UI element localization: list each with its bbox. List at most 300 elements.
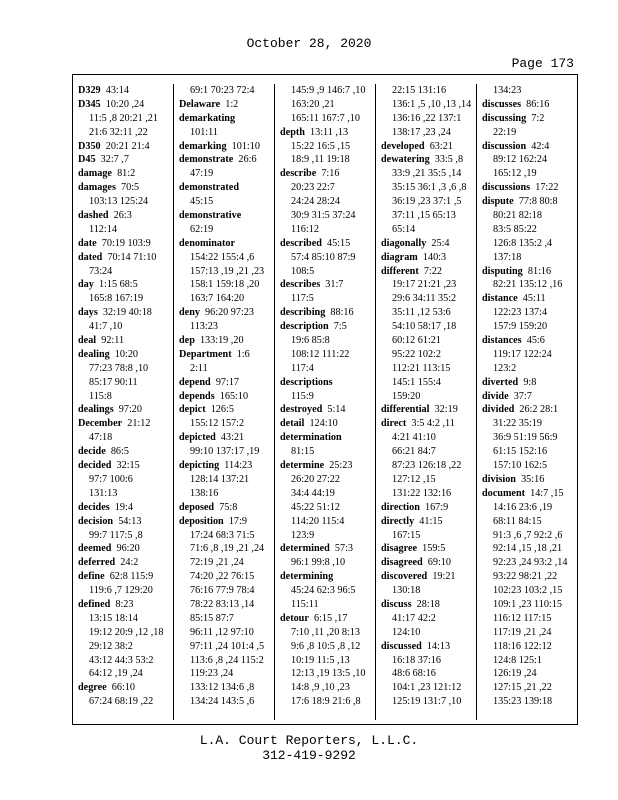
index-term: dated — [78, 251, 103, 263]
index-entry-continuation: 163:20 ,21 — [291, 98, 335, 110]
index-entry — [179, 515, 274, 529]
index-references: 25:4 — [426, 237, 450, 249]
index-entry — [280, 570, 375, 584]
index-column-1 — [73, 84, 174, 720]
index-entry — [78, 140, 173, 154]
transcript-date: October 28, 2020 — [246, 36, 372, 51]
index-entry-continuation: 10:19 11:5 ,13 — [291, 654, 350, 666]
index-entry — [381, 501, 476, 515]
index-entry — [78, 542, 173, 556]
index-references: 43:21 — [215, 432, 245, 444]
index-entry — [381, 237, 476, 251]
index-entry-continuation: 22:19 — [493, 126, 517, 138]
index-entry — [78, 570, 173, 584]
index-entry — [381, 265, 476, 279]
index-entry-continuation: 101:11 — [190, 126, 218, 138]
index-entry — [280, 403, 375, 417]
index-references: 43:14 — [100, 85, 129, 96]
index-term: deposed — [179, 501, 215, 513]
index-term: deny — [179, 307, 200, 319]
index-entry-continuation: 41:7 ,10 — [89, 321, 123, 333]
index-references: 101:10 — [226, 140, 260, 152]
index-entry — [280, 612, 375, 626]
index-entry-continuation: 17:6 18:9 21:6 ,8 — [291, 696, 361, 708]
index-entry-continuation: 91:3 ,6 ,7 92:2 ,6 — [493, 529, 563, 541]
index-entry — [482, 487, 577, 501]
index-entry — [179, 98, 274, 112]
index-entry — [482, 376, 577, 390]
index-references: 62:8 115:9 — [104, 571, 154, 583]
index-entry — [381, 570, 476, 584]
index-term: D329 — [78, 85, 101, 96]
index-entry-continuation: 66:21 84:7 — [392, 446, 436, 458]
index-references: 35:16 — [515, 473, 545, 485]
index-references: 70:19 103:9 — [96, 237, 151, 249]
index-entry-continuation: 135:23 139:18 — [493, 696, 553, 708]
index-entry-continuation: 92:14 ,15 ,18 ,21 — [493, 543, 563, 555]
index-entry-continuation: 104:1 ,23 121:12 — [392, 682, 462, 694]
index-entry-continuation: 113:23 — [190, 321, 218, 333]
index-entry — [179, 181, 274, 195]
index-entry-continuation: 65:14 — [392, 223, 416, 235]
index-term: describes — [280, 279, 321, 291]
index-entry — [179, 390, 274, 404]
index-entry-continuation: 47:19 — [190, 168, 214, 180]
index-entry-continuation: 61:15 152:16 — [493, 446, 548, 458]
index-entry-continuation: 57:4 85:10 87:9 — [291, 251, 356, 263]
index-term: degree — [78, 682, 107, 694]
index-term: deal — [78, 335, 97, 347]
index-term: detour — [280, 612, 309, 624]
index-entry — [179, 209, 274, 223]
index-entry-continuation: 19:12 20:9 ,12 ,18 — [89, 626, 164, 638]
index-term: December — [78, 418, 123, 430]
index-entry — [78, 556, 173, 570]
index-entry — [78, 681, 173, 695]
index-entry-continuation: 67:24 68:19 ,22 — [89, 696, 154, 708]
index-entry-continuation: 112:21 113:15 — [392, 362, 451, 374]
index-entry-continuation: 117:5 — [291, 293, 314, 305]
index-entry — [179, 153, 274, 167]
index-entry-continuation: 117:4 — [291, 362, 314, 374]
index-entry — [179, 112, 274, 126]
index-entry — [78, 348, 173, 362]
index-entry-continuation: 126:19 ,24 — [493, 668, 537, 680]
index-term: depict — [179, 404, 206, 416]
index-term: demonstrated — [179, 182, 239, 194]
index-term: dealing — [78, 348, 110, 360]
index-entry — [78, 501, 173, 515]
index-entry-continuation: 29:12 38:2 — [89, 640, 133, 652]
index-entry-continuation: 7:10 ,11 ,20 8:13 — [291, 626, 360, 638]
index-references: 3:5 4:2 ,11 — [406, 418, 455, 430]
index-entry-continuation: 31:22 35:19 — [493, 418, 542, 430]
index-entry-continuation: 159:20 — [392, 390, 421, 402]
index-references: 17:22 — [530, 182, 559, 194]
page-number: Page 173 — [511, 56, 574, 71]
index-entry — [78, 237, 173, 251]
index-entry-continuation: 68:11 84:15 — [493, 515, 542, 527]
index-term: discusses — [482, 98, 522, 110]
index-term: describing — [280, 307, 326, 319]
index-entry — [482, 292, 577, 306]
index-entry-continuation: 124:10 — [392, 626, 421, 638]
index-entry-continuation: 33:9 ,21 35:5 ,14 — [392, 168, 462, 180]
index-term: demarking — [179, 140, 227, 152]
index-entry-continuation: 15:22 16:5 ,15 — [291, 140, 351, 152]
index-entry-continuation: 78:22 83:13 ,14 — [190, 598, 255, 610]
index-references: 77:8 80:8 — [513, 196, 558, 208]
index-entry — [78, 306, 173, 320]
index-references: 88:16 — [325, 307, 354, 319]
index-term: denominator — [179, 237, 236, 249]
index-references: 32:19 — [429, 404, 458, 416]
index-references: 28:18 — [411, 598, 440, 610]
index-references: 96:20 97:23 — [199, 307, 255, 319]
index-term: determined — [280, 543, 330, 555]
index-entry-continuation: 108:5 — [291, 265, 315, 277]
index-entry-continuation: 133:12 134:6 ,8 — [190, 682, 255, 694]
index-references: 69:10 — [422, 557, 452, 569]
index-entry — [482, 473, 577, 487]
index-term: day — [78, 279, 94, 291]
index-term: damage — [78, 168, 112, 180]
index-term: descriptions — [280, 376, 333, 388]
index-references: 42:4 — [526, 140, 550, 152]
index-entry-continuation: 21:6 32:11 ,22 — [89, 126, 148, 138]
index-entry — [78, 334, 173, 348]
index-entry — [482, 140, 577, 154]
index-entry — [482, 390, 577, 404]
index-entry — [482, 334, 577, 348]
index-term: demonstrative — [179, 210, 242, 222]
index-term: damages — [78, 182, 116, 194]
index-entry-continuation: 167:15 — [392, 529, 421, 541]
index-entry-continuation: 41:17 42:2 — [392, 612, 436, 624]
index-entry — [482, 112, 577, 126]
footer-phone: 312-419-9292 — [262, 748, 356, 763]
index-entry — [280, 320, 375, 334]
index-entry-continuation: 54:10 58:17 ,18 — [392, 321, 457, 333]
index-term: described — [280, 237, 322, 249]
index-references: 9:8 — [518, 376, 537, 388]
index-entry-continuation: 136:16 ,22 137:1 — [392, 112, 462, 124]
index-entry — [280, 306, 375, 320]
index-term: direct — [381, 418, 407, 430]
index-references: 7:16 — [316, 168, 340, 180]
index-entry-continuation: 157:9 159:20 — [493, 321, 548, 333]
index-entry — [78, 251, 173, 265]
index-entry-continuation: 74:20 ,22 76:15 — [190, 571, 255, 583]
index-entry-continuation: 82:21 135:12 ,16 — [493, 279, 563, 291]
index-entry-continuation: 45:24 62:3 96:5 — [291, 585, 356, 597]
index-entry — [381, 542, 476, 556]
index-term: discussed — [381, 640, 422, 652]
index-entry — [381, 153, 476, 167]
index-references: 133:19 ,20 — [194, 335, 244, 347]
index-entry-continuation: 157:10 162:5 — [493, 460, 548, 472]
index-term: depth — [280, 126, 305, 138]
index-entry-continuation: 118:16 122:12 — [493, 640, 552, 652]
index-term: date — [78, 237, 97, 249]
index-term: decision — [78, 515, 114, 527]
index-entry — [179, 403, 274, 417]
index-entry — [280, 167, 375, 181]
index-references: 97:20 — [113, 404, 142, 416]
index-entry-continuation: 36:9 51:19 56:9 — [493, 432, 558, 444]
index-entry-continuation: 112:14 — [89, 223, 117, 235]
index-entry-continuation: 119:23 ,24 — [190, 668, 234, 680]
index-references: 45:15 — [321, 237, 351, 249]
index-term: division — [482, 473, 516, 485]
index-entry-continuation: 47:18 — [89, 432, 113, 444]
index-references: 165:10 — [214, 390, 249, 402]
index-entry-continuation: 45:22 51:12 — [291, 501, 340, 513]
index-references: 10:20 ,24 — [100, 98, 145, 110]
index-term: dep — [179, 335, 195, 347]
index-references: 126:5 — [205, 404, 234, 416]
index-entry-continuation: 14:8 ,9 ,10 ,23 — [291, 682, 350, 694]
index-entry-continuation: 60:12 61:21 — [392, 335, 441, 347]
index-entry-continuation: 119:17 122:24 — [493, 348, 552, 360]
index-column-5 — [477, 84, 577, 720]
index-references: 13:11 ,13 — [304, 126, 349, 138]
index-term: deferred — [78, 557, 116, 569]
index-entry — [78, 403, 173, 417]
index-references: 86:16 — [521, 98, 550, 110]
index-references: 97:17 — [210, 376, 240, 388]
index-references: 32:15 — [111, 460, 140, 472]
index-entry-continuation: 76:16 77:9 78:4 — [190, 585, 255, 597]
index-term: decide — [78, 446, 106, 458]
index-term: directly — [381, 515, 415, 527]
index-entry — [179, 140, 274, 154]
index-entry — [381, 251, 476, 265]
index-references: 25:23 — [324, 460, 353, 472]
index-references: 124:10 — [304, 418, 338, 430]
index-entry-continuation: 155:12 157:2 — [190, 418, 245, 430]
index-term: discovered — [381, 571, 428, 583]
index-term: demarkating — [179, 112, 236, 124]
index-entry — [179, 334, 274, 348]
index-entry — [78, 181, 173, 195]
index-entry-continuation: 97:7 100:6 — [89, 473, 133, 485]
index-entry-continuation: 103:13 125:24 — [89, 196, 149, 208]
index-term: days — [78, 307, 98, 319]
index-references: 21:12 — [122, 418, 151, 430]
index-references: 8:23 — [110, 598, 134, 610]
index-entry-continuation: 113:6 ,8 ,24 115:2 — [190, 654, 264, 666]
index-entry — [482, 265, 577, 279]
index-entry-continuation: 158:1 159:18 ,20 — [190, 279, 260, 291]
index-references: 96:20 — [111, 543, 140, 555]
index-entry — [179, 431, 274, 445]
index-entry-continuation: 124:8 125:1 — [493, 654, 542, 666]
index-references: 7:5 — [328, 321, 347, 333]
index-entry-continuation: 12:13 ,19 13:5 ,10 — [291, 668, 366, 680]
index-references: 7:2 — [526, 112, 545, 124]
index-references: 45:11 — [517, 293, 546, 305]
index-entry — [381, 140, 476, 154]
index-entry-continuation: 136:1 ,5 ,10 ,13 ,14 — [392, 98, 472, 110]
index-entry-continuation: 131:13 — [89, 487, 118, 499]
index-references: 70:14 71:10 — [102, 251, 157, 263]
index-entry — [179, 348, 274, 362]
index-entry-continuation: 163:7 164:20 — [190, 293, 245, 305]
index-references: 6:15 ,17 — [308, 612, 348, 624]
index-term: define — [78, 571, 105, 583]
index-entry-continuation: 123:9 — [291, 529, 315, 541]
index-entry-continuation: 87:23 126:18 ,22 — [392, 460, 462, 472]
index-entry-continuation: 126:8 135:2 ,4 — [493, 237, 553, 249]
index-entry-continuation: 96:11 ,12 97:10 — [190, 626, 254, 638]
index-references: 57:3 — [329, 543, 354, 555]
index-term: D45 — [78, 154, 96, 166]
index-term: depicting — [179, 460, 220, 472]
index-term: description — [280, 321, 329, 333]
index-references: 14:7 ,15 — [525, 487, 564, 499]
index-term: distance — [482, 293, 518, 305]
index-term: distances — [482, 335, 522, 347]
index-entry-continuation: 29:6 34:11 35:2 — [392, 293, 457, 305]
index-references: 75:8 — [214, 501, 238, 513]
index-entry-continuation: 83:5 85:22 — [493, 223, 537, 235]
index-term: destroyed — [280, 404, 323, 416]
index-entry — [179, 501, 274, 515]
index-references: 19:4 — [109, 501, 133, 513]
index-term: disagree — [381, 543, 418, 555]
index-entry-continuation: 97:11 ,24 101:4 ,5 — [190, 640, 265, 652]
index-entry — [280, 431, 375, 445]
index-references: 81:16 — [522, 265, 552, 277]
index-entry-continuation: 71:6 ,8 ,19 ,21 ,24 — [190, 543, 265, 555]
index-entry — [78, 278, 173, 292]
index-entry-continuation: 22:15 131:16 — [392, 85, 447, 96]
index-entry-continuation: 77:23 78:8 ,10 — [89, 362, 149, 374]
index-entry-continuation: 2:11 — [190, 362, 208, 374]
index-term: discussions — [482, 182, 531, 194]
index-term: diverted — [482, 376, 519, 388]
index-term: dashed — [78, 210, 109, 222]
index-references: 86:5 — [105, 446, 129, 458]
index-entry — [78, 515, 173, 529]
index-term: disagreed — [381, 557, 423, 569]
index-entry — [381, 598, 476, 612]
index-term: determine — [280, 460, 325, 472]
index-entry-continuation: 134:23 — [493, 85, 522, 96]
index-entry-continuation: 138:16 — [190, 487, 219, 499]
index-references: 45:6 — [521, 335, 545, 347]
index-entry — [280, 376, 375, 390]
index-entry-continuation: 138:17 ,23 ,24 — [392, 126, 451, 138]
index-entry-continuation: 19:17 21:21 ,23 — [392, 279, 457, 291]
index-entry-continuation: 92:23 ,24 93:2 ,14 — [493, 557, 568, 569]
index-column-2 — [174, 84, 275, 720]
index-term: detail — [280, 418, 305, 430]
index-entry-continuation: 18:9 ,11 19:18 — [291, 154, 350, 166]
index-entry-continuation: 128:14 137:21 — [190, 473, 250, 485]
footer-company: L.A. Court Reporters, L.L.C. — [199, 733, 419, 748]
index-references: 33:5 ,8 — [429, 154, 464, 166]
index-entry-continuation: 130:18 — [392, 585, 421, 597]
index-entry-continuation: 36:19 ,23 37:1 ,5 — [392, 196, 462, 208]
index-entry-continuation: 134:24 143:5 ,6 — [190, 696, 255, 708]
index-entry-continuation: 45:15 — [190, 196, 214, 208]
index-entry-continuation: 115:11 — [291, 598, 319, 610]
index-entry — [78, 98, 173, 112]
index-entry-continuation: 127:12 ,15 — [392, 473, 436, 485]
index-references: 32:7 ,7 — [95, 154, 129, 166]
index-references: 37:7 — [508, 390, 532, 402]
index-term: D350 — [78, 140, 101, 152]
index-entry-continuation: 11:5 ,8 20:21 ,21 — [89, 112, 158, 124]
index-term: describe — [280, 168, 317, 180]
index-entry — [280, 237, 375, 251]
index-entry-continuation: 13:15 18:14 — [89, 612, 138, 624]
index-references: 41:15 — [414, 515, 443, 527]
index-entry-continuation: 9:6 ,8 10:5 ,8 ,12 — [291, 640, 361, 652]
index-entry-continuation: 119:6 ,7 129:20 — [89, 585, 153, 597]
index-entry — [381, 417, 476, 431]
index-term: disputing — [482, 265, 523, 277]
index-entry-continuation: 115:9 — [291, 390, 314, 402]
index-references: 63:21 — [424, 140, 453, 152]
index-entry-continuation: 19:6 85:8 — [291, 335, 330, 347]
index-term: determination — [280, 432, 342, 444]
index-entry — [78, 445, 173, 459]
index-term: dewatering — [381, 154, 430, 166]
index-entry — [381, 640, 476, 654]
index-entry — [179, 237, 274, 251]
index-entry-continuation: 34:4 44:19 — [291, 487, 335, 499]
index-references: 17:9 — [223, 515, 247, 527]
index-entry — [381, 515, 476, 529]
index-term: document — [482, 487, 526, 499]
index-entry-continuation: 43:12 44:3 53:2 — [89, 654, 154, 666]
index-entry — [179, 459, 274, 473]
index-entry-continuation: 127:15 ,21 ,22 — [493, 682, 552, 694]
index-entry-continuation: 35:11 ,12 53:6 — [392, 307, 451, 319]
index-entry — [482, 195, 577, 209]
index-entry-continuation: 4:21 41:10 — [392, 432, 436, 444]
index-entry-continuation: 157:13 ,19 ,21 ,23 — [190, 265, 265, 277]
index-entry-continuation: 123:2 — [493, 362, 517, 374]
index-entry-continuation: 145:1 155:4 — [392, 376, 441, 388]
index-references: 32:19 40:18 — [97, 307, 152, 319]
index-term: direction — [381, 501, 420, 513]
index-term: discuss — [381, 598, 412, 610]
index-entry-continuation: 154:22 155:4 ,6 — [190, 251, 255, 263]
index-term: decides — [78, 501, 110, 513]
index-entry — [78, 598, 173, 612]
index-references: 20:21 21:4 — [100, 140, 150, 152]
index-references: 114:23 — [219, 460, 253, 472]
index-entry-continuation: 62:19 — [190, 223, 214, 235]
index-term: Department — [179, 348, 232, 360]
index-entry — [78, 167, 173, 181]
index-entry-continuation: 72:19 ,21 ,24 — [190, 557, 244, 569]
index-entry-continuation: 73:24 — [89, 265, 113, 277]
index-references: 81:2 — [111, 168, 136, 180]
index-references: 26:6 — [233, 154, 257, 166]
index-entry-continuation: 17:24 68:3 71:5 — [190, 529, 255, 541]
index-entry-continuation: 85:17 90:11 — [89, 376, 138, 388]
index-references: 24:2 — [115, 557, 139, 569]
index-entry — [482, 403, 577, 417]
index-term: deemed — [78, 543, 112, 555]
index-references: 19:21 — [427, 571, 456, 583]
index-references: 159:5 — [417, 543, 446, 555]
